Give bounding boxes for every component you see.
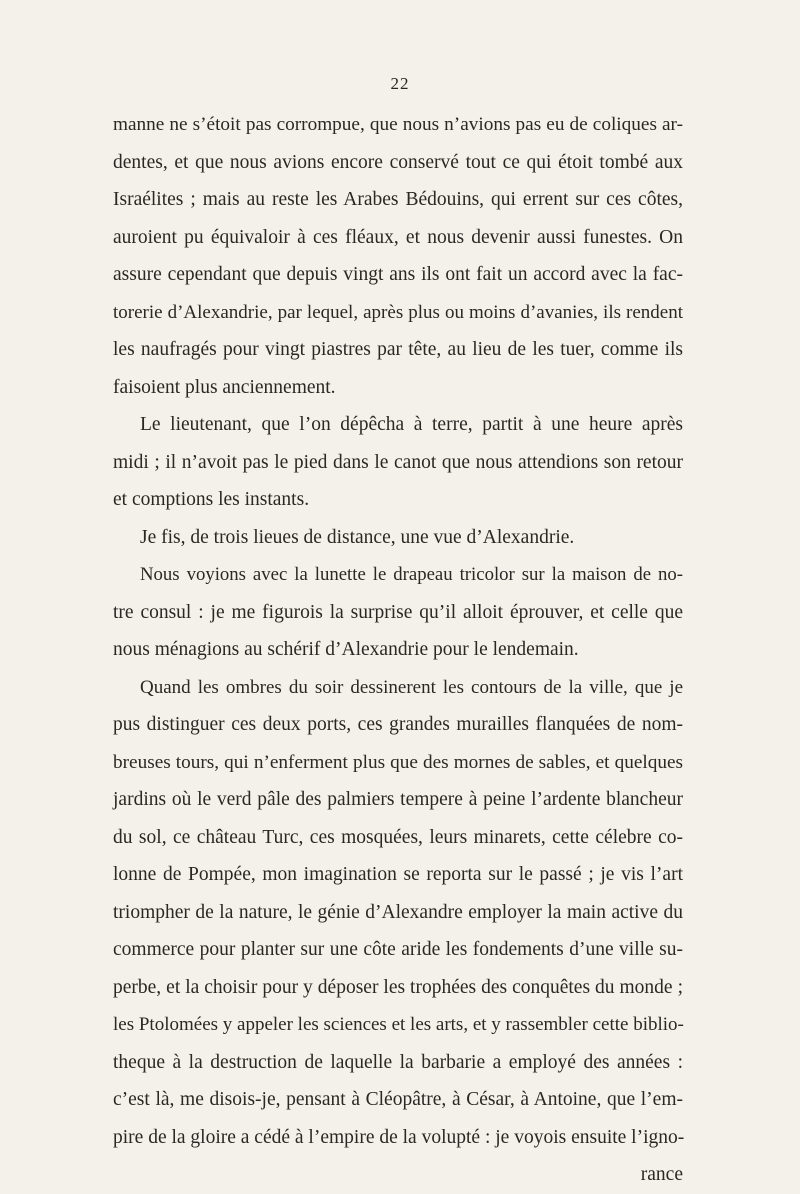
text-line: les Ptolomées y appeler les sciences et les arts, et y rassembler cette biblio- xyxy=(113,1014,684,1035)
text-line: dentes, et que nous avions encore conservé tout ce qui étoit tombé aux xyxy=(113,151,683,173)
text-line: torerie d’Alexandrie, par lequel, après plus ou moins d’avanies, ils rendent xyxy=(113,301,683,323)
text-line: Israélites ; mais au reste les Arabes Bédouins, qui errent sur ces côtes, xyxy=(113,189,683,210)
catchword: rance xyxy=(640,1164,683,1185)
text-line: faisoient plus anciennement. xyxy=(113,376,336,398)
text-line: triompher de la nature, le génie d’Alexandre employer la main active du xyxy=(113,901,683,923)
text-line: perbe, et la choisir pour y déposer les trophées des conquêtes du monde ; xyxy=(113,976,683,998)
text-line: assure cependant que depuis vingt ans ils ont fait un accord avec la fac- xyxy=(113,264,683,285)
text-line: Je fis, de trois lieues de distance, une vue d’Alexandrie. xyxy=(140,526,575,548)
text-line: tre consul : je me figurois la surprise qu’il alloit éprouver, et celle que xyxy=(113,601,683,623)
text-line: lonne de Pompée, mon imagination se reporta sur le passé ; je vis l’art xyxy=(113,864,683,885)
text-line: manne ne s’étoit pas corrompue, que nous n’avions pas eu de coliques ar- xyxy=(113,114,683,135)
text-line: jardins où le verd pâle des palmiers tempere à peine l’ardente blancheur xyxy=(113,789,683,810)
text-line: commerce pour planter sur une côte aride les fondements d’une ville su- xyxy=(113,939,683,960)
text-line: pus distinguer ces deux ports, ces grandes murailles flanquées de nom- xyxy=(113,714,683,735)
text-line: nous ménagions au schérif d’Alexandrie pour le lendemain. xyxy=(113,639,579,660)
text-line: Nous voyions avec la lunette le drapeau tricolor sur la maison de no- xyxy=(140,564,683,585)
text-line: les naufragés pour vingt piastres par tête, au lieu de les tuer, comme ils xyxy=(113,339,683,360)
text-line: du sol, ce château Turc, ces mosquées, leurs minarets, cette célebre co- xyxy=(113,826,683,848)
text-line: et comptions les instants. xyxy=(113,489,310,510)
text-line: pire de la gloire a cédé à l’empire de la volupté : je voyois ensuite l’igno- xyxy=(113,1126,685,1148)
text-line: breuses tours, qui n’enferment plus que des mornes de sables, et quelques xyxy=(113,751,683,773)
page-number: 22 xyxy=(390,74,410,93)
text-line: Le lieutenant, que l’on dépêcha à terre, partit à une heure après xyxy=(140,414,683,435)
text-line: auroient pu équivaloir à ces fléaux, et nous devenir aussi funestes. On xyxy=(113,226,683,248)
text-line: theque à la destruction de laquelle la barbarie a employé des années : xyxy=(113,1051,683,1073)
text-line: Quand les ombres du soir dessinerent les contours de la ville, que je xyxy=(140,676,683,698)
text-line: c’est là, me disois-je, pensant à Cléopâtre, à César, à Antoine, que l’em- xyxy=(113,1089,683,1110)
text-line: midi ; il n’avoit pas le pied dans le canot que nous attendions son retour xyxy=(113,451,683,473)
body-text xyxy=(113,106,683,1194)
